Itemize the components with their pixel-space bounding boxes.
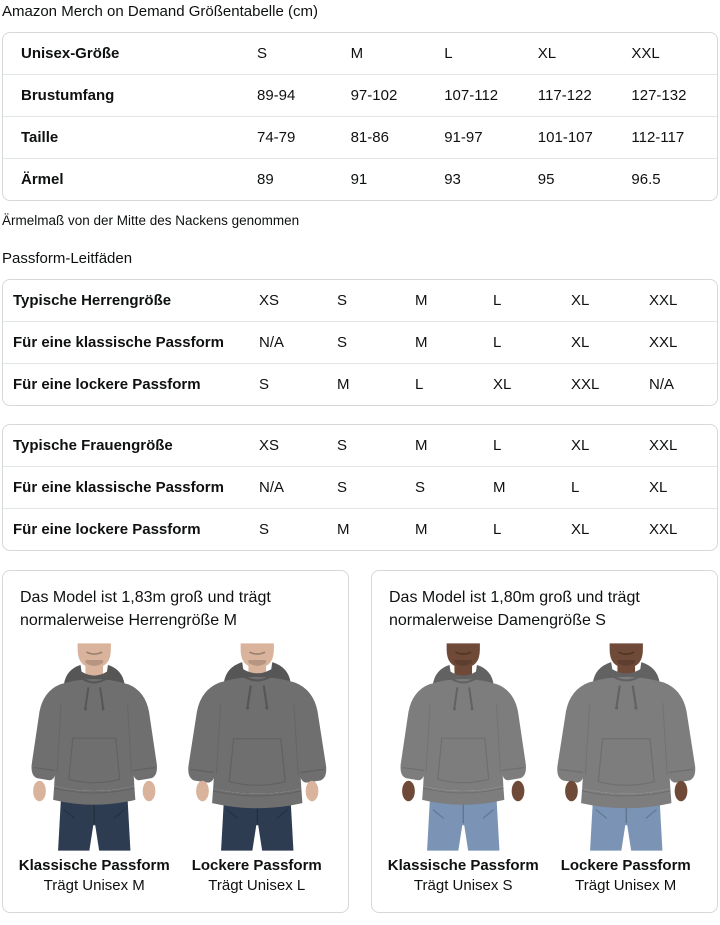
size-cell: XL	[571, 292, 590, 309]
size-cell: S	[415, 479, 426, 496]
model-photo-classic-fit	[16, 641, 173, 894]
size-cell: S	[259, 521, 270, 538]
size-cell: 89	[257, 171, 274, 188]
size-cell: L	[493, 334, 502, 351]
size-cell: L	[493, 292, 502, 309]
table-row-header	[3, 33, 717, 74]
size-cell: M	[337, 376, 350, 393]
row-label: Für eine klassische Passform	[13, 479, 224, 496]
model-photo-loose-fit	[548, 641, 705, 894]
table-row	[3, 280, 717, 321]
size-cell: S	[337, 479, 348, 496]
model-photo-classic-fit	[385, 641, 542, 894]
size-cell: S	[337, 292, 348, 309]
size-cell: M	[415, 334, 428, 351]
size-cell: 117-122	[537, 87, 592, 104]
size-cell: XL	[537, 45, 557, 62]
table-row	[3, 508, 717, 550]
model-photos	[385, 641, 704, 894]
size-cell: M	[493, 479, 506, 496]
fit-table-women	[2, 424, 718, 551]
model-photos	[16, 641, 335, 894]
hoodie-model-illustration	[16, 641, 173, 853]
size-cell: 89-94	[257, 87, 296, 104]
size-cell: 91-97	[444, 129, 483, 146]
table-row	[3, 425, 717, 466]
size-cell: N/A	[259, 479, 285, 496]
size-cell: L	[444, 45, 453, 62]
caption-sub: Trägt Unisex M	[43, 877, 145, 895]
size-cell: XXL	[649, 437, 678, 454]
size-cell: N/A	[259, 334, 285, 351]
size-cell: 74-79	[257, 129, 296, 146]
model-cards	[2, 570, 718, 913]
size-cell: 112-117	[631, 129, 685, 146]
size-cell: 91	[350, 171, 368, 188]
model-photo-loose-fit	[179, 641, 336, 894]
size-cell: L	[493, 437, 502, 454]
model-photo-image	[548, 641, 705, 853]
table-row	[3, 363, 717, 405]
table-row	[3, 321, 717, 363]
row-label: Typische Frauengröße	[13, 437, 173, 454]
model-description: Das Model ist 1,83m groß und trägt normalerweise Herrengröße M	[20, 589, 271, 629]
size-cell: L	[571, 479, 580, 496]
row-label: Unisex-Größe	[21, 45, 120, 62]
caption-title: Lockere Passform	[191, 857, 322, 875]
row-label: Brustumfang	[21, 87, 115, 104]
size-cell: XL	[571, 521, 590, 538]
size-cell: M	[415, 292, 428, 309]
size-cell: XS	[259, 292, 280, 309]
size-cell: L	[415, 376, 424, 393]
hoodie-model-illustration	[548, 641, 705, 853]
size-cell: XXL	[631, 45, 660, 62]
size-cell: S	[337, 334, 348, 351]
row-label: Für eine lockere Passform	[13, 521, 201, 538]
size-cell: N/A	[649, 376, 675, 393]
size-cell: XXL	[649, 292, 678, 309]
size-cell: L	[493, 521, 502, 538]
size-cell: 96.5	[631, 171, 661, 188]
model-card-women	[371, 570, 718, 913]
caption-sub: Trägt Unisex L	[208, 877, 306, 895]
model-photo-image	[16, 641, 173, 853]
size-cell: XXL	[649, 334, 678, 351]
size-table	[2, 32, 718, 201]
size-cell: XL	[493, 376, 512, 393]
size-cell: XL	[571, 437, 590, 454]
size-cell: S	[257, 45, 268, 62]
size-cell: 81-86	[350, 129, 389, 146]
size-cell: 97-102	[350, 87, 398, 104]
size-cell: XS	[259, 437, 280, 454]
table-row-waist	[3, 116, 717, 158]
size-cell: M	[337, 521, 350, 538]
size-cell: XXL	[571, 376, 600, 393]
fit-guides-heading: Passform-Leitfäden	[2, 250, 133, 267]
size-cell: XL	[649, 479, 668, 496]
model-photo-image	[179, 641, 336, 853]
model-card-men	[2, 570, 349, 913]
model-photo-image	[385, 641, 542, 853]
row-label: Typische Herrengröße	[13, 292, 172, 309]
table-row-sleeve	[3, 158, 717, 200]
fit-table-men	[2, 279, 718, 406]
caption-title: Klassische Passform	[387, 857, 539, 875]
size-cell: S	[259, 376, 270, 393]
size-cell: 107-112	[444, 87, 499, 104]
size-cell: M	[415, 521, 428, 538]
sleeve-measure-note: Ärmelmaß von der Mitte des Nackens genommen	[2, 213, 300, 228]
row-label: Für eine klassische Passform	[13, 334, 224, 351]
table-row	[3, 466, 717, 508]
size-cell: XL	[571, 334, 590, 351]
page-title: Amazon Merch on Demand Größentabelle (cm)	[2, 3, 318, 20]
size-cell: 95	[537, 171, 555, 188]
size-cell: M	[415, 437, 428, 454]
size-cell: 127-132	[631, 87, 687, 104]
row-label: Taille	[21, 129, 59, 146]
size-cell: 93	[444, 171, 461, 188]
hoodie-model-illustration	[179, 641, 336, 853]
model-description: Das Model ist 1,80m groß und trägt normalerweise Damengröße S	[389, 589, 640, 629]
caption-title: Klassische Passform	[18, 857, 170, 875]
row-label: Ärmel	[21, 171, 64, 188]
caption-sub: Trägt Unisex S	[413, 877, 513, 895]
row-label: Für eine lockere Passform	[13, 376, 201, 393]
table-row-chest	[3, 74, 717, 116]
size-cell: 101-107	[537, 129, 593, 146]
hoodie-model-illustration	[385, 641, 542, 853]
caption-title: Lockere Passform	[560, 857, 691, 875]
size-cell: XXL	[649, 521, 678, 538]
size-cell: S	[337, 437, 348, 454]
size-cell: M	[350, 45, 364, 62]
caption-sub: Trägt Unisex M	[575, 877, 677, 895]
